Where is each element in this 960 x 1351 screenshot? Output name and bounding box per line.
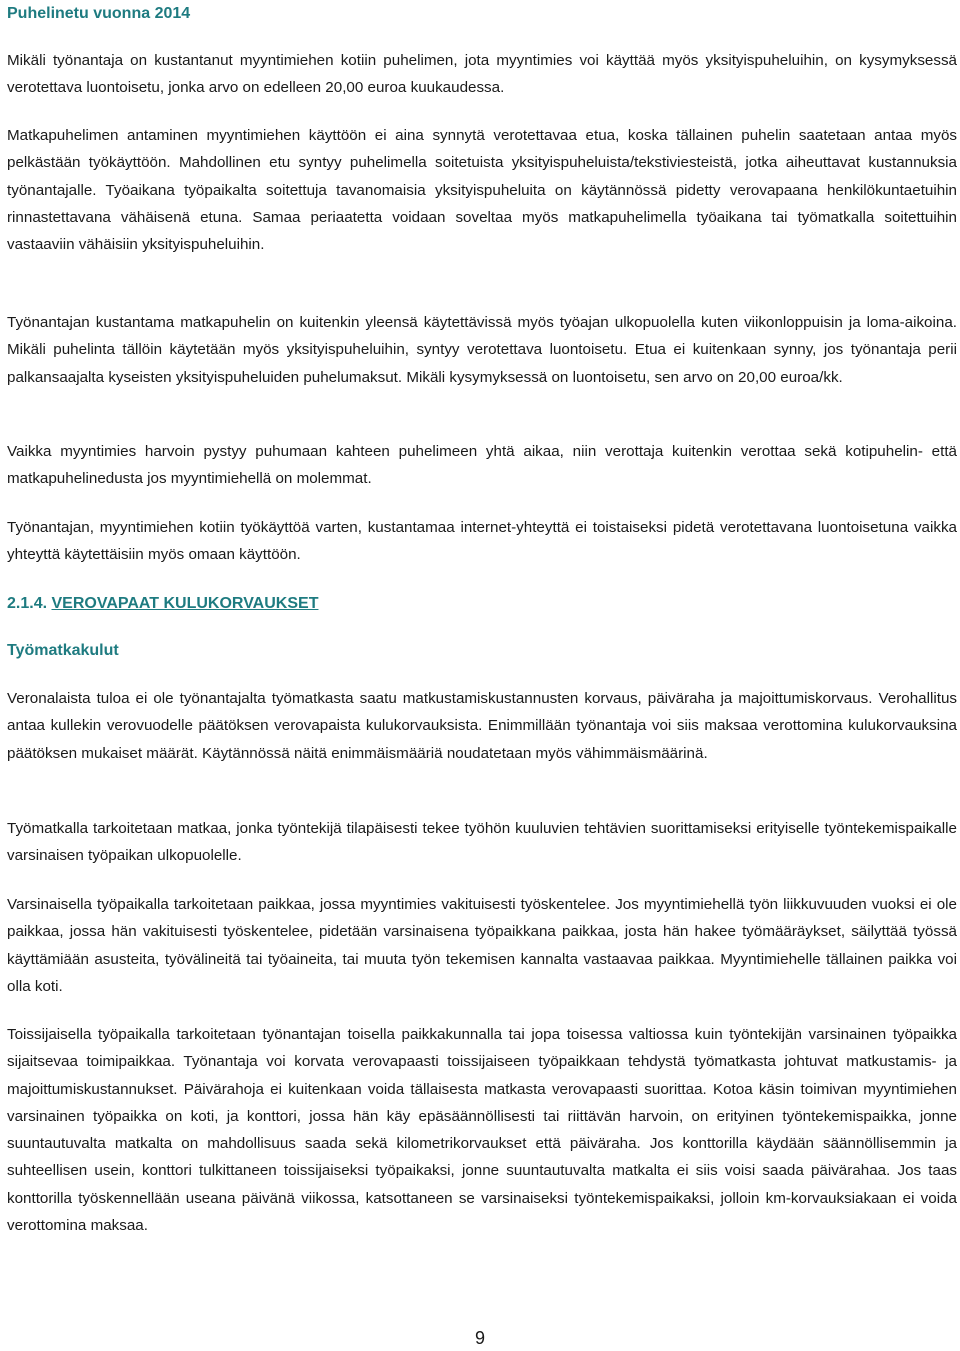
section-title: VEROVAPAAT KULUKORVAUKSET xyxy=(51,595,319,612)
paragraph-regular-workplace: Varsinaisella työpaikalla tarkoitetaan paikkaa, jossa myyntimies vakituisesti työskentelee. Jos myyntimiehellä työn liikkuvuuden vuoksi ei ole paikkaa, jossa hän vakituisesti työskentelee, pidetään varsinaisena työpaikkana paikkaa, josta hän hakee työmääräykset, säilyttää työssä käyttämiään asusteita, työvälineitä tai työaineita, tai muuta työn tekemisen kannalta vastaavaa paikkaa. Myyntimiehelle tällainen paikka voi olla koti. xyxy=(7,896,957,995)
document-page xyxy=(7,0,957,1351)
paragraph-two-phones: Vaikka myyntimies harvoin pystyy puhumaan kahteen puhelimeen yhtä aikaa, niin verottaja kuitenkin verottaa sekä kotipuhelin- että matkapuhelinedusta jos myyntimiehellä on molemmat. xyxy=(7,443,957,488)
section-heading-phone-benefit: Puhelinetu vuonna 2014 xyxy=(7,5,191,22)
subheading-travel-costs: Työmatkakulut xyxy=(7,642,119,659)
section-heading-tax-free-allowances xyxy=(7,590,318,618)
paragraph-phone-home: Mikäli työnantaja on kustantanut myyntimiehen kotiin puhelimen, jota myyntimies voi käyttää myös yksityispuheluihin, on kysymyksessä verotettava luontoisetu, jonka arvo on edelleen 20,00 euroa kuukaudessa. xyxy=(7,52,957,97)
paragraph-secondary-workplace: Toissijaisella työpaikalla tarkoitetaan työnantajan toisella paikkakunnalla tai jopa toisessa valtiossa kuin työntekijän varsinainen työpaikka sijaitsevaa toimipaikkaa. Työnantaja voi korvata verovapaasti toissijaiseen työpaikkaan tehdystä työmatkasta johtuvat matkustamis- ja majoittumiskustannukset. Päivärahoja ei kuitenkaan voida tällaisesta matkasta verovapaasti suorittaa. Kotoa käsin toimivan myyntimiehen varsinainen työpaikka on koti, ja konttori, jossa hän käy epäsäännöllisesti tai riittävän harvoin, on erityinen työntekemispaikka, jonne suuntautuvalta matkalta on mahdollisuus saada sekä kilometrikorvaukset että päiväraha. Jos konttorilla käydään säännöllisemmin ja suhteellisen usein, konttori tulkittaneen toissijaiseksi työpaikaksi, jonne suuntautuvalta matkalta ei siis voisi saada päivärahaa. Jos taas konttorilla työskennellään useana päivänä viikossa, katsottaneen se varsinaiseksi työntekemispaikaksi, jolloin km-korvauksiakaan ei voida verottomina maksaa. xyxy=(7,1026,957,1235)
section-number: 2.1.4. xyxy=(7,595,48,612)
page-number: 9 xyxy=(474,1328,485,1348)
paragraph-mobile-phone: Matkapuhelimen antaminen myyntimiehen käyttöön ei aina synnytä verotettavaa etua, koska tällainen puhelin saatetaan antaa myös pelkästään työkäyttöön. Mahdollinen etu syntyy puhelimella soitetuista yksityispuheluista/tekstiviesteistä, jotka aiheuttavat kustannuksia työnantajalle. Työaikana työpaikalta soitettuja tavanomaisia yksityispuheluita on käytännössä pidetty verovapaana henkilökuntaetuihin rinnastettavana vähäisenä etuna. Samaa periaatetta voidaan soveltaa myös matkapuhelimella työaikana tai työmatkalla soitettuihin vastaaviin vähäisiin yksityispuheluihin. xyxy=(7,127,957,254)
paragraph-taxable-income: Veronalaista tuloa ei ole työnantajalta työmatkasta saatu matkustamiskustannusten korvaus, päiväraha ja majoittumiskorvaus. Verohallitus antaa kullekin verovuodelle päätöksen verovapaista kulukorvauksista. Enimmillään työnantaja voi siis maksaa verottomina kulukorvauksina päätöksen mukaiset määrät. Käytännössä näitä enimmäismääriä noudatetaan myös vähimmäismäärinä. xyxy=(7,690,957,762)
paragraph-internet-connection: Työnantajan, myyntimiehen kotiin työkäyttöä varten, kustantamaa internet-yhteyttä ei toistaiseksi pidetä verotettavana luontoisetuna vaikka yhteyttä käytettäisiin myös omaan käyttöön. xyxy=(7,519,957,564)
paragraph-mobile-off-hours: Työnantajan kustantama matkapuhelin on kuitenkin yleensä käytettävissä myös työajan ulkopuolella kuten viikonloppuisin ja loma-aikoina. Mikäli puhelinta tällöin käytetään myös yksityispuheluihin, syntyy verotettava luontoisetu. Etua ei kuitenkaan synny, jos työnantaja perii palkansaajalta kyseisten yksityispuheluiden puhelumaksut. Mikäli kysymyksessä on luontoisetu, sen arvo on 20,00 euroa/kk. xyxy=(7,314,957,386)
paragraph-business-trip-definition: Työmatkalla tarkoitetaan matkaa, jonka työntekijä tilapäisesti tekee työhön kuuluvien tehtävien suorittamiseksi erityiselle työntekemispaikalle varsinaisen työpaikan ulkopuolelle. xyxy=(7,820,957,865)
